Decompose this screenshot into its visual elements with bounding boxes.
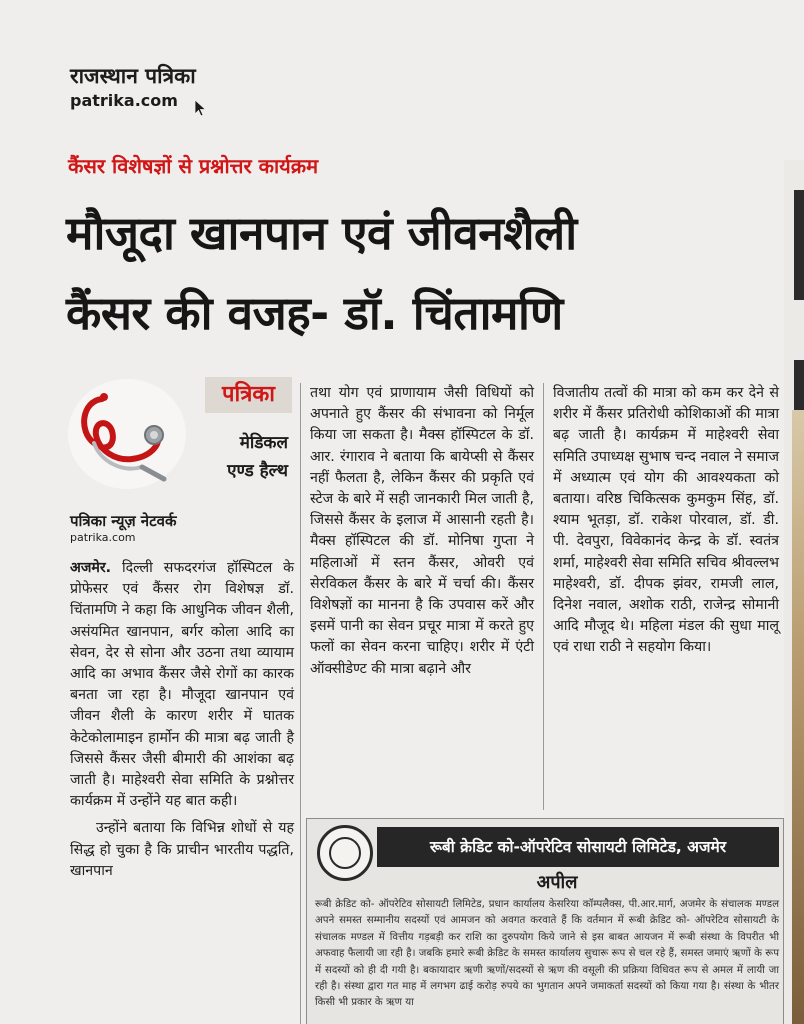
article-column-1 [70, 558, 294, 882]
dateline: अजमेर. [70, 560, 112, 576]
article-paragraph: विजातीय तत्वों की मात्रा को कम कर देने से शरीर में कैंसर प्रतिरोधी कोशिकाओं की मात्रा बढ़ जाती है। कार्यक्रम में माहेश्वरी सेवा समिति उपाध्यक्ष सुभाष चन्द नवाल ने समाज में अध्यात्म एवं योग की आवश्यकता को बताया। वरिष्ठ चिकित्सक कुमकुम सिंह, डॉ. श्याम भूतड़ा, डॉ. राकेश पोरवाल, डॉ. डी. पी. देवपुरा, विवेकानंद केन्द्र के डॉ. स्वतंत्र शर्मा, माहेश्वरी सेवा समिति सचिव श्रीवल्लभ माहेश्वरी, डॉ. दीपक झंवर, रामजी लाल, दिनेश नवाल, अशोक राठी, राजेन्द्र सोमानी आदि मौजूद थे। महिला मंडल की सुधा मालू एवं राधा राठी ने सहयोग किया। [553, 385, 779, 656]
stethoscope-icon [72, 381, 182, 487]
article-paragraph: अजमेर. दिल्ली सफदरगंज हॉस्पिटल के प्रोफेसर एवं कैंसर रोग विशेषज्ञ डॉ. चिंतामणि ने कहा कि आधुनिक जीवन शैली, असंयमित खानपान, बर्गर कोला आदि का सेवन, देर से सोना और उठना तथा व्यायाम आदि का अभाव कैंसर जैसे रोगों का कारक बनता जा रहा है। मौजूदा खानपान एवं जीवन शैली के कारण शरीर में घातक केटेकोलामाइन हार्मोन की मात्रा बढ़ जाती है जिससे कैंसर जैसी बीमारी की आशंका बढ़ जाती है। माहेश्वरी सेवा समिति के प्रश्नोत्तर कार्यक्रम में उन्होंने यह बात कही। [70, 560, 294, 810]
newspaper-website: patrika.com [70, 91, 178, 110]
byline-website: patrika.com [70, 531, 136, 544]
article-column-3 [553, 383, 779, 659]
mouse-pointer-icon [194, 99, 208, 117]
byline: पत्रिका न्यूज़ नेटवर्क [70, 512, 177, 530]
newspaper-title: राजस्थान पत्रिका [70, 64, 196, 88]
society-seal-icon [317, 825, 373, 881]
headline-line-2: कैंसर की वजह- डॉ. चिंतामणि [66, 286, 563, 340]
article-paragraph: उन्होंने बताया कि विभिन्न शोधों से यह सिद्ध हो चुका है कि प्राचीन भारतीय पद्धति, खानपान [70, 820, 294, 879]
patrika-tag: पत्रिका [205, 377, 292, 413]
advertisement-box [306, 818, 784, 1024]
advertisement-appeal-title: अपील [536, 872, 578, 893]
advertisement-banner: रूबी क्रेडिट को-ऑपरेटिव सोसायटी लिमिटेड, अजमेर [377, 827, 779, 867]
headline-line-1: मौजूदा खानपान एवं जीवनशैली [66, 206, 577, 260]
article-column-2 [310, 383, 534, 680]
advertisement-body: रूबी क्रेडिट को- ऑपरेटिव सोसायटी लिमिटेड, प्रधान कार्यालय केसरिया कॉम्पलैक्स, पी.आर.मार्ग, अजमेर के संचालक मण्डल अपने समस्त सम्मानीय सदस्यों एवं आमजन को अवगत करवाते हैं कि वर्तमान में रूबी क्रेडिट को- ऑपरेटिव सोसायटी के संचालक मण्डल में वित्तीय गड़बड़ी कर राशि का दुरुपयोग किये जाने से इस बाबत आयजन में रूबी संस्था के विपरीत भी अफवाह फैलायी जा रही है। जबकि हमारे रूबी क्रेडिट के समस्त कार्यालय सुचारू रूप से चल रहे हैं, समस्त जमाएं ऋणों के रूप में सदस्यों को ही दी गयी है। बकायादार ऋणी ऋणों/सदस्यों से ऋण की वसूली की प्रक्रिया विधिवत रूप से अमल में लायी जा रही है। संस्था द्वारा गत माह में लगभग ढाई करोड़ रुपये का भुगतान अपने जमाकर्ता सदस्यों को किया गया है। संस्था के भीतर किसी भी प्रकार के ऋण या [315, 899, 779, 1009]
medical-health-column-logo [68, 377, 292, 492]
adjacent-page-edge [784, 160, 804, 1024]
advertisement-header [307, 819, 785, 867]
column-divider [300, 383, 301, 1024]
article-paragraph: तथा योग एवं प्राणायाम जैसी विधियों को अपनाते हुए कैंसर की संभावना को निर्मूल किया जा सकता है। मैक्स हॉस्पिटल के डॉ. आर. रंगाराव ने बताया कि बायेप्सी से कैंसर नहीं फैलता है, लेकिन कैंसर की प्रकृति एवं स्टेज के बारे में सही जानकारी मिल जाती है, जिससे कैंसर के इलाज में आसानी रहती है। मैक्स हॉस्पिटल की डॉ. मोनिषा गुप्ता ने महिलाओं में स्तन कैंसर, ओवरी एवं सेरविकल कैंसर के बारे में चर्चा की। कैंसर विशेषज्ञों का मानना है कि उपवास करें और इसमें पानी का सेवन प्रचूर मात्रा में करते हुए फलों का सेवन करना चाहिए। शरीर में एंटी ऑक्सीडेण्ट की मात्रा बढ़ाने और [310, 385, 534, 677]
column-divider [543, 383, 544, 810]
masthead [70, 62, 196, 112]
article-kicker: कैंसर विशेषज्ञों से प्रश्नोत्तर कार्यक्रम [68, 154, 319, 178]
column-name: मेडिकल एण्ड हैल्थ [227, 433, 288, 481]
